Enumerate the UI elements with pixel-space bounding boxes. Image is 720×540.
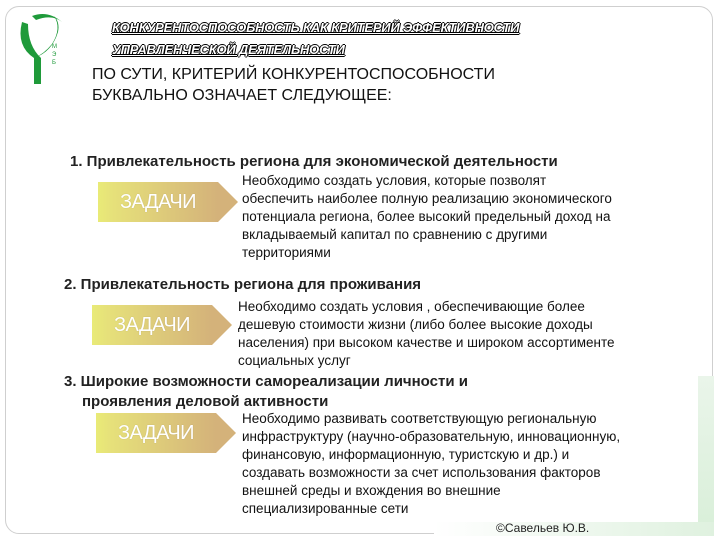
logo-icon bbox=[8, 8, 80, 88]
decorative-band bbox=[698, 376, 714, 530]
description-line: инфраструктуру (научно-образовательную, инновационную, bbox=[242, 429, 621, 444]
description-line: Необходимо создать условия, которые позволят bbox=[242, 173, 547, 188]
description-line: специализированные сети bbox=[242, 501, 409, 516]
subtitle bbox=[92, 64, 652, 106]
description-line: финансовую, информационную, туристскую и др.) и bbox=[242, 447, 570, 462]
page-title bbox=[112, 17, 672, 61]
copyright-text: ©Савельев Ю.В. bbox=[496, 521, 590, 535]
description-line: обеспечить наиболее полную реализацию экономического bbox=[242, 191, 612, 206]
subtitle-line: БУКВАЛЬНО ОЗНАЧАЕТ СЛЕДУЮЩЕЕ: bbox=[92, 87, 392, 104]
logo-letter: М bbox=[52, 44, 57, 50]
description-line: Необходимо развивать соответствующую региональную bbox=[242, 411, 597, 426]
logo-letter: Б bbox=[52, 60, 56, 66]
section-heading: 2. Привлекательность региона для проживания bbox=[64, 276, 422, 293]
description-line: создавать возможности за счет использования факторов bbox=[242, 465, 601, 480]
description-line: Необходимо создать условия , обеспечивающие более bbox=[238, 299, 585, 314]
subtitle-line: ПО СУТИ, КРИТЕРИЙ КОНКУРЕНТОСПОСОБНОСТИ bbox=[92, 66, 495, 83]
tasks-button[interactable] bbox=[98, 182, 218, 222]
section-description bbox=[238, 298, 615, 370]
section-heading-line: 3. Широкие возможности самореализации личности и bbox=[64, 373, 468, 390]
tasks-label: ЗАДАЧИ bbox=[117, 421, 195, 444]
section-description bbox=[242, 410, 620, 518]
description-line: территориями bbox=[242, 245, 331, 260]
description-line: вкладываемый капитал по сравнению с другими bbox=[242, 227, 548, 242]
logo-letter: Э bbox=[52, 52, 57, 58]
tasks-button[interactable] bbox=[96, 413, 216, 453]
page-title-line: УПРАВЛЕНЧЕСКОЙ ДЕЯТЕЛЬНОСТИ bbox=[112, 42, 345, 57]
description-line: потенциала региона, более высокий предельный доход на bbox=[242, 209, 611, 224]
description-line: внешней среды и вхождения во внешние bbox=[242, 483, 501, 498]
section-heading bbox=[64, 372, 468, 412]
section-description bbox=[242, 172, 612, 262]
tasks-button[interactable] bbox=[92, 305, 212, 345]
description-line: населения) при высоком качестве и широком ассортименте bbox=[238, 335, 615, 350]
section-heading: 1. Привлекательность региона для экономической деятельности bbox=[70, 153, 558, 170]
page-title-line: КОНКУРЕНТОСПОСОБНОСТЬ КАК КРИТЕРИЙ ЭФФЕКТИВНОСТИ bbox=[112, 20, 520, 35]
tasks-label: ЗАДАЧИ bbox=[113, 313, 191, 336]
tasks-label: ЗАДАЧИ bbox=[119, 190, 197, 213]
section-heading-line: проявления деловой активности bbox=[82, 393, 329, 410]
description-line: дешевую стоимости жизни (либо более высокие доходы bbox=[238, 317, 593, 332]
description-line: социальных услуг bbox=[238, 353, 351, 368]
